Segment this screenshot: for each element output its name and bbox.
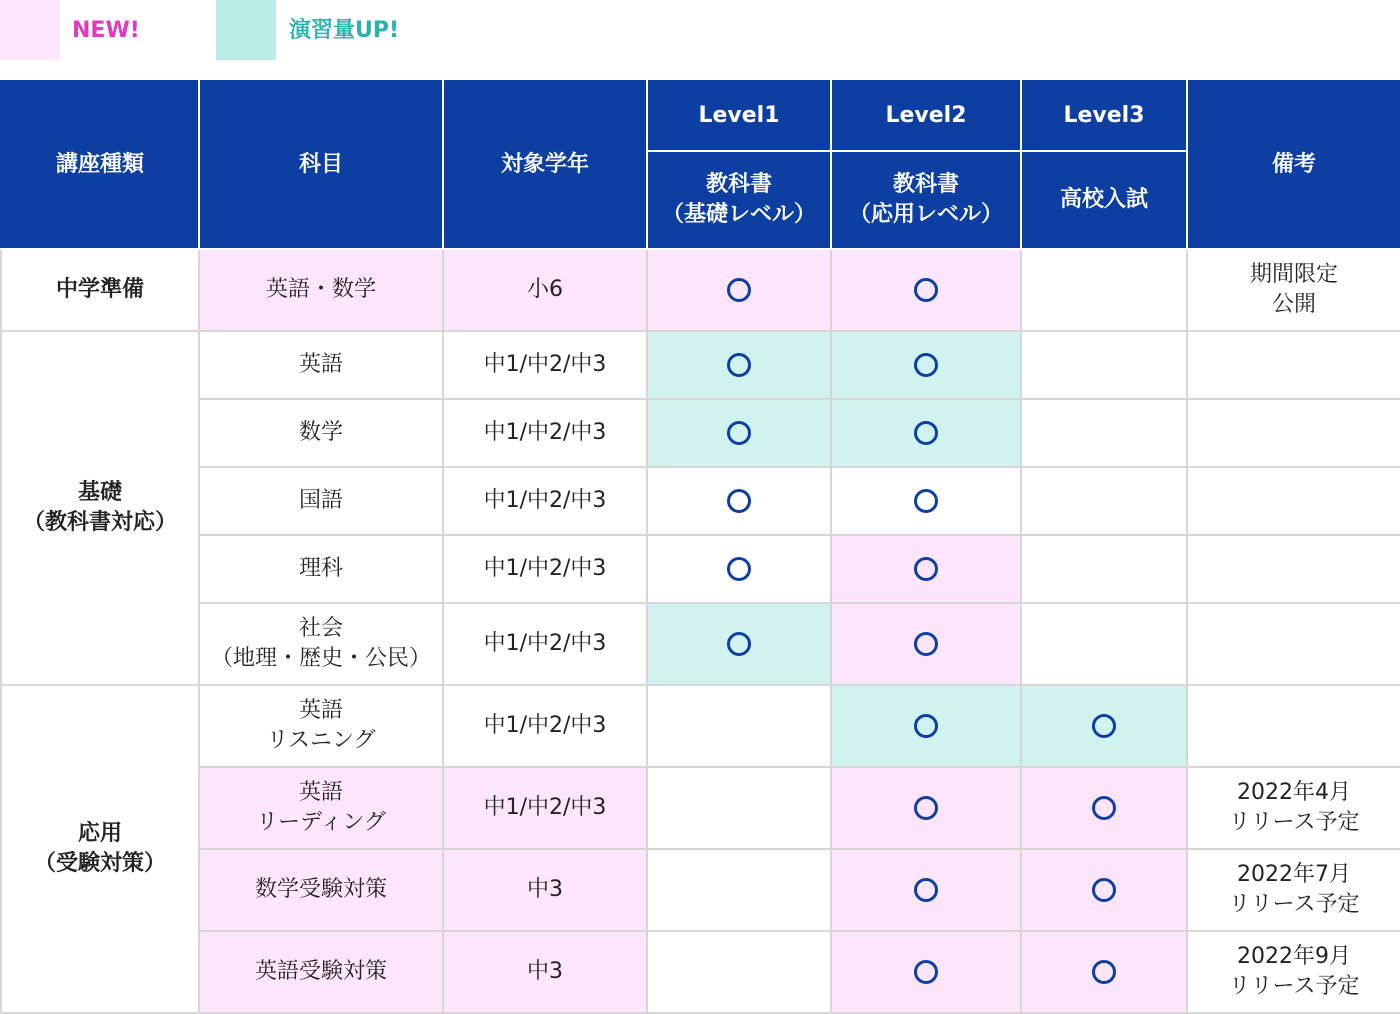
category-applied-sub: （受験対策）	[33, 851, 166, 876]
subject-cell	[199, 767, 443, 849]
grade-cell: 中3	[443, 849, 647, 931]
table-row	[1, 331, 1400, 399]
notes-cell	[1187, 399, 1400, 467]
circle-mark-icon	[1092, 960, 1116, 984]
level1-cell	[647, 467, 831, 535]
level3-cell	[1021, 249, 1187, 331]
notes-cell	[1187, 249, 1400, 331]
circle-mark-icon	[914, 278, 938, 302]
circle-mark-icon	[914, 557, 938, 581]
circle-mark-icon	[727, 632, 751, 656]
notes-main: 2022年9月	[1237, 944, 1351, 969]
level3-cell	[1021, 399, 1187, 467]
subject-cell	[199, 685, 443, 767]
notes-sub: リリース予定	[1228, 974, 1360, 999]
level3-cell	[1021, 331, 1187, 399]
notes-cell	[1187, 467, 1400, 535]
level1-cell	[647, 535, 831, 603]
level1-cell	[647, 249, 831, 331]
circle-mark-icon	[1092, 796, 1116, 820]
table-row	[1, 603, 1400, 685]
notes-sub: リリース予定	[1228, 810, 1360, 835]
header-notes: 備考	[1187, 81, 1400, 249]
notes-main: 2022年4月	[1237, 780, 1351, 805]
grade-cell: 中1/中2/中3	[443, 685, 647, 767]
legend	[0, 0, 1400, 60]
circle-mark-icon	[914, 632, 938, 656]
level2-cell	[831, 535, 1021, 603]
notes-main: 期間限定	[1249, 262, 1338, 287]
notes-cell	[1187, 931, 1400, 1013]
subject-cell: 国語	[199, 467, 443, 535]
table-row	[1, 467, 1400, 535]
level2-cell	[831, 467, 1021, 535]
subject-cell: 英語・数学	[199, 249, 443, 331]
circle-mark-icon	[1092, 714, 1116, 738]
header-level2-desc-sub: （応用レベル）	[848, 202, 1003, 227]
level1-cell	[647, 685, 831, 767]
header-level1: Level1	[647, 81, 831, 151]
grade-cell: 中1/中2/中3	[443, 535, 647, 603]
level2-cell	[831, 685, 1021, 767]
level1-cell	[647, 931, 831, 1013]
category-basic-main: 基礎	[77, 480, 122, 505]
level2-cell	[831, 331, 1021, 399]
table-row	[1, 767, 1400, 849]
category-applied	[1, 685, 199, 1013]
level2-cell	[831, 249, 1021, 331]
subject-sub: リスニング	[266, 728, 376, 753]
up-swatch	[216, 0, 276, 60]
subject-cell: 英語受験対策	[199, 931, 443, 1013]
level3-cell	[1021, 849, 1187, 931]
subject-main: 社会	[298, 616, 343, 641]
level1-cell	[647, 767, 831, 849]
grade-cell: 中1/中2/中3	[443, 467, 647, 535]
subject-main: 英語	[298, 698, 343, 723]
level2-cell	[831, 399, 1021, 467]
table-row	[1, 931, 1400, 1013]
level3-cell	[1021, 467, 1187, 535]
header-level1-desc-main: 教科書	[705, 172, 772, 197]
circle-mark-icon	[727, 278, 751, 302]
level1-cell	[647, 603, 831, 685]
table-row	[1, 249, 1400, 331]
notes-sub: リリース予定	[1228, 892, 1360, 917]
circle-mark-icon	[727, 557, 751, 581]
notes-cell	[1187, 685, 1400, 767]
grade-cell: 中1/中2/中3	[443, 399, 647, 467]
notes-cell	[1187, 331, 1400, 399]
notes-main: 2022年7月	[1237, 862, 1351, 887]
header-level2-desc	[831, 151, 1021, 249]
subject-cell	[199, 603, 443, 685]
table-row	[1, 685, 1400, 767]
level3-cell	[1021, 767, 1187, 849]
subject-cell: 数学受験対策	[199, 849, 443, 931]
level3-cell	[1021, 535, 1187, 603]
level3-cell	[1021, 685, 1187, 767]
notes-cell	[1187, 603, 1400, 685]
up-legend-label: 演習量UP!	[289, 18, 400, 43]
table-row	[1, 535, 1400, 603]
circle-mark-icon	[914, 714, 938, 738]
category-applied-main: 応用	[77, 821, 122, 846]
table-row	[1, 849, 1400, 931]
circle-mark-icon	[727, 489, 751, 513]
circle-mark-icon	[914, 878, 938, 902]
header-level3: Level3	[1021, 81, 1187, 151]
subject-sub: （地理・歴史・公民）	[210, 646, 431, 671]
subject-main: 英語	[298, 780, 343, 805]
level1-cell	[647, 849, 831, 931]
table-row	[1, 399, 1400, 467]
category-basic-sub: （教科書対応）	[22, 510, 177, 535]
new-legend-label: NEW!	[72, 18, 140, 43]
header-level3-desc: 高校入試	[1021, 151, 1187, 249]
circle-mark-icon	[727, 353, 751, 377]
header-level2: Level2	[831, 81, 1021, 151]
circle-mark-icon	[1092, 878, 1116, 902]
notes-cell	[1187, 849, 1400, 931]
grade-cell: 中1/中2/中3	[443, 603, 647, 685]
category-basic	[1, 331, 199, 685]
subject-sub: リーディング	[256, 810, 386, 835]
circle-mark-icon	[727, 421, 751, 445]
new-swatch	[0, 0, 60, 60]
circle-mark-icon	[914, 353, 938, 377]
circle-mark-icon	[914, 960, 938, 984]
notes-sub: 公開	[1271, 292, 1316, 317]
level2-cell	[831, 767, 1021, 849]
notes-cell	[1187, 767, 1400, 849]
level3-cell	[1021, 931, 1187, 1013]
header-course-type: 講座種類	[1, 81, 199, 249]
subject-cell: 理科	[199, 535, 443, 603]
level1-cell	[647, 331, 831, 399]
grade-cell: 中1/中2/中3	[443, 767, 647, 849]
header-subject: 科目	[199, 81, 443, 249]
grade-cell: 小6	[443, 249, 647, 331]
level1-cell	[647, 399, 831, 467]
level2-cell	[831, 849, 1021, 931]
circle-mark-icon	[914, 421, 938, 445]
grade-cell: 中1/中2/中3	[443, 331, 647, 399]
level2-cell	[831, 603, 1021, 685]
subject-cell: 英語	[199, 331, 443, 399]
header-level1-desc-sub: （基礎レベル）	[661, 202, 816, 227]
header-grade: 対象学年	[443, 81, 647, 249]
header-level2-desc-main: 教科書	[892, 172, 959, 197]
level3-cell	[1021, 603, 1187, 685]
category-prep: 中学準備	[1, 249, 199, 331]
notes-cell	[1187, 535, 1400, 603]
circle-mark-icon	[914, 489, 938, 513]
header-level1-desc	[647, 151, 831, 249]
grade-cell: 中3	[443, 931, 647, 1013]
subject-cell: 数学	[199, 399, 443, 467]
course-table	[0, 80, 1400, 1014]
level2-cell	[831, 931, 1021, 1013]
circle-mark-icon	[914, 796, 938, 820]
